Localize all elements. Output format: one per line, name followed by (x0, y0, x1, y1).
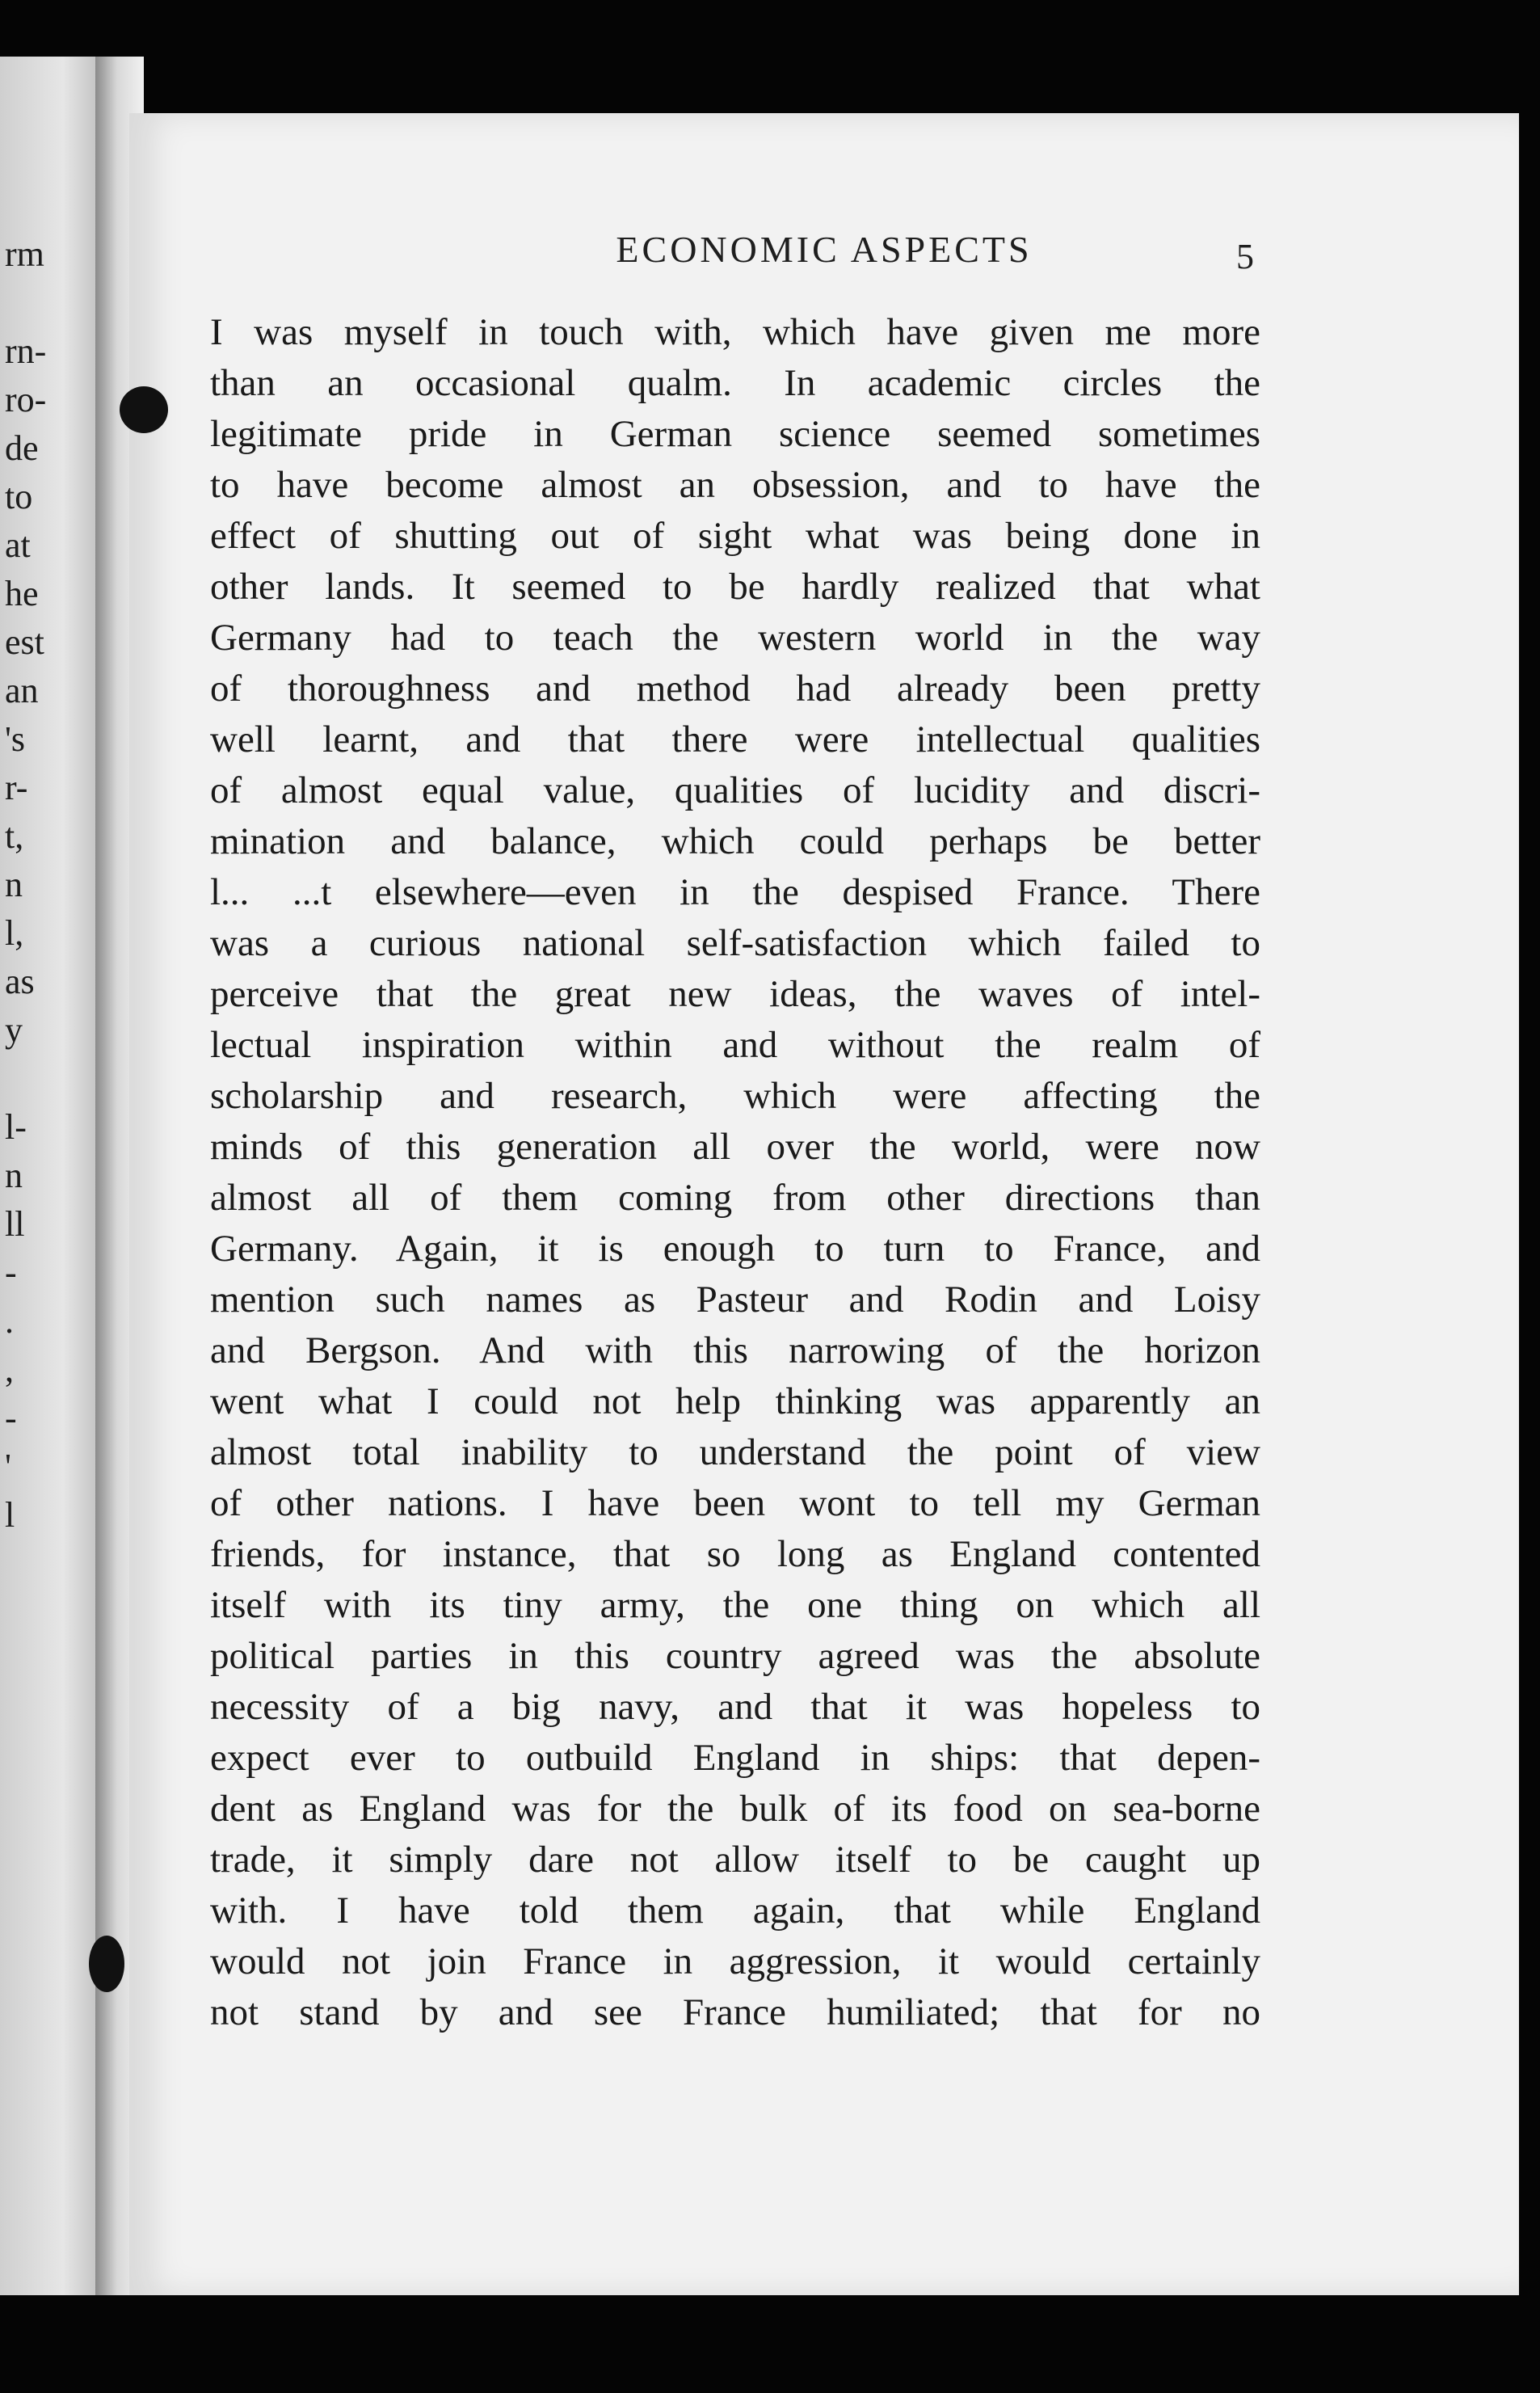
text-line: friends, for instance, that so long as England contented (210, 1533, 1260, 1575)
text-line: minds of this generation all over the world, were now (210, 1126, 1260, 1168)
margin-fragment: as (5, 962, 35, 1001)
text-line: itself with its tiny army, the one thing on which all (210, 1584, 1260, 1626)
margin-fragment: n (5, 1156, 23, 1195)
text-line: trade, it simply dare not allow itself to be caught up (210, 1839, 1260, 1881)
text-line: perceive that the great new ideas, the waves of intel- (210, 973, 1260, 1015)
text-line: of almost equal value, qualities of lucidity and discri- (210, 769, 1260, 811)
text-line: expect ever to outbuild England in ships: that depen- (210, 1737, 1260, 1779)
text-line: I was myself in touch with, which have given me more (210, 311, 1260, 353)
body-text (210, 307, 1260, 2038)
text-line: mention such names as Pasteur and Rodin and Loisy (210, 1279, 1260, 1321)
text-line: l... ...t elsewhere—even in the despised France. There (210, 871, 1260, 913)
text-line: scholarship and research, which were affecting the (210, 1075, 1260, 1117)
margin-fragment: l, (5, 913, 24, 953)
text-line: mination and balance, which could perhaps be better (210, 820, 1260, 862)
margin-fragment: l (5, 1495, 15, 1535)
ink-blot-top (120, 386, 168, 433)
text-line: than an occasional qualm. In academic circles the (210, 362, 1260, 404)
right-page (129, 113, 1519, 2295)
text-line: political parties in this country agreed was the absolute (210, 1635, 1260, 1677)
margin-fragment: l- (5, 1107, 27, 1147)
text-line: dent as England was for the bulk of its food on sea-borne (210, 1788, 1260, 1830)
margin-fragment: at (5, 525, 31, 565)
margin-fragment: n (5, 865, 23, 904)
text-line: of other nations. I have been wont to tell my German (210, 1482, 1260, 1524)
margin-fragment (5, 1540, 94, 1588)
margin-fragment: ' (5, 1447, 11, 1486)
text-line: was a curious national self-satisfaction which failed to (210, 922, 1260, 964)
text-line: of thoroughness and method had already been pretty (210, 668, 1260, 710)
margin-fragment: . (5, 1301, 14, 1341)
text-line: and Bergson. And with this narrowing of the horizon (210, 1329, 1260, 1371)
text-line: went what I could not help thinking was apparently an (210, 1380, 1260, 1422)
text-line: Germany. Again, it is enough to turn to France, and (210, 1228, 1260, 1270)
margin-fragment: - (5, 1398, 17, 1438)
text-line: not stand by and see France humiliated; that for no (210, 1991, 1260, 2033)
margin-fragment (5, 1055, 94, 1103)
text-line: Germany had to teach the western world in the way (210, 617, 1260, 659)
left-page-margin-text (5, 230, 94, 1637)
text-line: would not join France in aggression, it would certainly (210, 1940, 1260, 1982)
margin-fragment (5, 1588, 94, 1637)
margin-fragment: , (5, 1350, 14, 1389)
margin-fragment: y (5, 1010, 23, 1050)
margin-fragment: ro- (5, 380, 47, 419)
text-line: legitimate pride in German science seemed sometimes (210, 413, 1260, 455)
margin-fragment: de (5, 428, 39, 468)
margin-fragment (5, 279, 94, 327)
margin-fragment: he (5, 574, 39, 613)
margin-fragment: rn- (5, 331, 47, 371)
text-line: with. I have told them again, that while England (210, 1890, 1260, 1932)
margin-fragment: 's (5, 719, 26, 759)
margin-fragment: r- (5, 768, 28, 807)
text-line: almost all of them coming from other directions than (210, 1177, 1260, 1219)
margin-fragment: ll (5, 1204, 25, 1244)
margin-fragment: t, (5, 816, 24, 856)
margin-fragment: est (5, 622, 44, 662)
running-title: ECONOMIC ASPECTS (616, 229, 1033, 270)
ink-blot-bottom (89, 1936, 124, 1992)
margin-fragment: - (5, 1253, 17, 1292)
text-line: almost total inability to understand the point of view (210, 1431, 1260, 1473)
margin-fragment: rm (5, 234, 44, 274)
text-line: effect of shutting out of sight what was being done in (210, 515, 1260, 557)
text-line: lectual inspiration within and without the realm of (210, 1024, 1260, 1066)
text-line: well learnt, and that there were intellectual qualities (210, 718, 1260, 760)
text-line: to have become almost an obsession, and to have the (210, 464, 1260, 506)
margin-fragment: to (5, 477, 33, 516)
text-line: other lands. It seemed to be hardly realized that what (210, 566, 1260, 608)
margin-fragment: an (5, 671, 39, 710)
page-number: 5 (1236, 237, 1254, 276)
text-line: necessity of a big navy, and that it was hopeless to (210, 1686, 1260, 1728)
